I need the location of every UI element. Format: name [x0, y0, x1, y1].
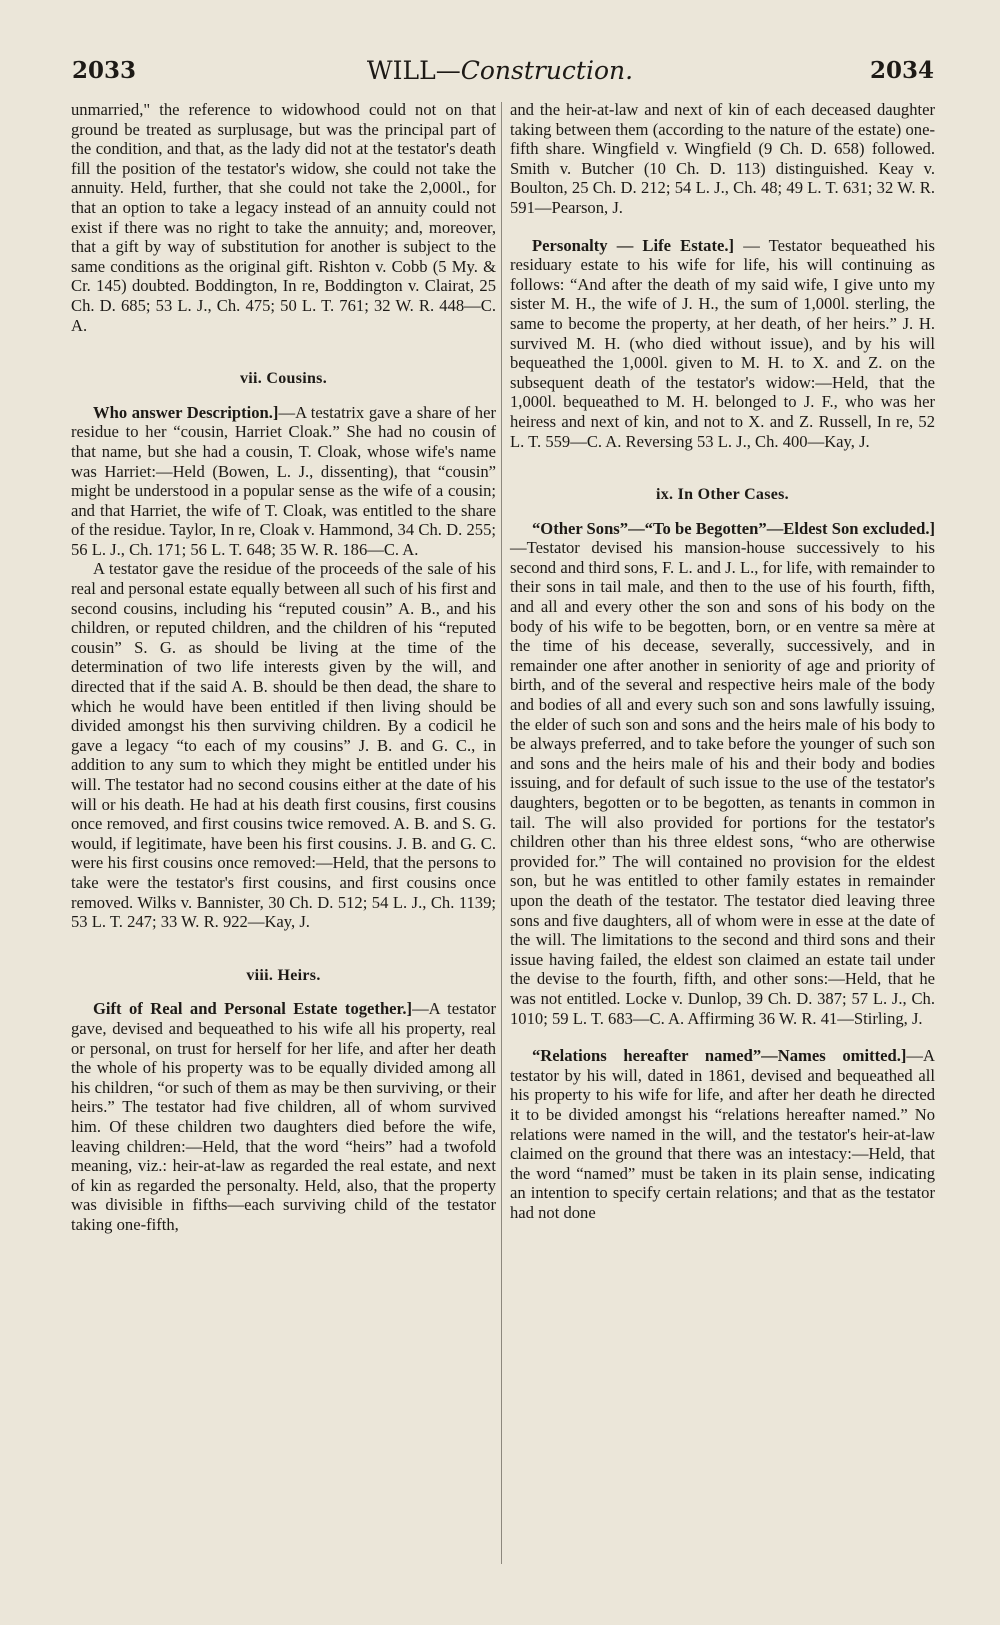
paragraph-lead: “Relations hereafter named”—Names omitted.] — [532, 1046, 907, 1066]
paragraph-other-sons — [510, 519, 935, 1028]
paragraph-relations-hereafter-named — [510, 1046, 935, 1222]
paragraph-who-answer-description — [71, 403, 496, 560]
paragraph-body: —A testatrix gave a share of her residue to her “cousin, Harriet Cloak.” She had no cousin of that name, but she had a cousin, T. Cloak, whose wife's name was Harriet:—Held (Bowen, L. J., dissenting), that “cousin” might be understood in a popular sense as the wife of a cousin; and that Harriet, the wife of T. Cloak, was entitled to the share of the residue. Taylor, In re, Cloak v. Hammond, 34 Ch. D. 255; 56 L. J., Ch. 171; 56 L. T. 648; 35 W. R. 186—C. A. — [71, 402, 496, 559]
paragraph-continued: unmarried," the reference to widowhood could not on that ground be treated as surplusage, but was the principal part of the condition, and that, as the lady did not at the testator's death fill the position of the testator's widow, she could not take the annuity. Held, further, that she could not take the 2,000l., for that an option to take a legacy instead of an annuity could not exist if there was no right to take the annuity; and, moreover, that a gift by way of substitution for another is subject to the same conditions as the original gift. Rishton v. Cobb (5 My. & Cr. 145) doubted. Boddington, In re, Boddington v. Clairat, 25 Ch. D. 685; 53 L. J., Ch. 475; 50 L. T. 761; 32 W. R. 448—C. A. — [71, 100, 496, 335]
section-heading-heirs: viii. Heirs. — [246, 966, 321, 984]
paragraph-lead: Who answer Description.] — [93, 402, 279, 422]
paragraph-body: —A testator gave, devised and bequeathed to his wife all his property, real or personal, on trust for herself for her life, and after her death the whole of his property was to be equally divided among all his children, “or such of them as may be then surviving, or their heirs.” The testator had five children, all of whom survived him. Of these children two daughters died before the wife, leaving children:—Held, that the word “heirs” had a twofold meaning, viz.: heir-at-law as regarded the real estate, and next of kin as regarded the personalty. Held, also, that the property was divisible in fifths—each surviving child of the testator taking one-fifth, — [71, 999, 496, 1234]
paragraph-gap — [510, 218, 935, 236]
left-page-number: 2033 — [72, 57, 137, 84]
left-column — [71, 100, 496, 1234]
paragraph-lead: Gift of Real and Personal Estate together.] — [93, 999, 413, 1019]
column-divider — [501, 102, 502, 1564]
running-title — [0, 56, 1000, 86]
paragraph-personalty-life-estate — [510, 236, 935, 452]
running-title-main: WILL— — [366, 56, 461, 85]
paragraph-lead: “Other Sons”—“To be Begotten”—Eldest Son excluded.] — [532, 518, 935, 538]
paragraph-continued: and the heir-at-law and next of kin of each deceased daughter taking between them (according to the nature of the estate) one-fifth share. Wingfield v. Wingfield (9 Ch. D. 658) followed. Smith v. Butcher (10 Ch. D. 113) distinguished. Keay v. Boulton, 25 Ch. D. 212; 54 L. J., Ch. 48; 49 L. T. 631; 32 W. R. 591—Pearson, J. — [510, 100, 935, 217]
paragraph-reputed-cousin: A testator gave the residue of the proceeds of the sale of his real and personal estate equally between all such of his first and second cousins, including his “reputed cousin” A. B., and his children, or reputed children, and the children of his “reputed cousin” S. G. as should be living at the time of the determination of two life interests given by the will, and directed that if the said A. B. should be then dead, the share to which he would have been entitled if then living should be divided amongst his then surviving children. By a codicil he gave a legacy “to each of my cousins” J. B. and G. C., in addition to any sum to which they might be entitled under his will. The testator had no second cousins either at the date of his will or his death. He had at his death first cousins, first cousins once removed, and first cousins twice removed. A. B. and S. G. would, if legitimate, have been his first cousins. J. B. and G. C. were his first cousins once removed:—Held, that the persons to take were the testator's first cousins, and first cousins once removed. Wilks v. Bannister, 30 Ch. D. 512; 54 L. J., Ch. 1139; 53 L. T. 247; 33 W. R. 922—Kay, J. — [71, 559, 496, 932]
paragraph-gap — [510, 1028, 935, 1046]
paragraph-gift-real-personal — [71, 999, 496, 1234]
paragraph-body: —Testator devised his mansion-house successively to his second and third sons, F. L. and J. L., for life, with remainder to their sons in tail male, and then to the use of his fourth, fifth, and all and every other the son and sons of his body on the body of his wife to be begotten, born, or en ventre sa mère at the time of his decease, severally, successively, and in remainder one after another in seniority of age and priority of birth, and of the several and respective heirs male of the body and bodies of all and every such son and sons lawfully issuing, the elder of such son and sons and the heirs male of his body to be always preferred, and to take before the younger of such son and sons and the heirs male of his and their body and bodies issuing, and for default of such issue to the use of the testator's daughters, begotten or to be begotten, as tenants in common in tail. The will also provided for portions for the testator's children other than his three eldest sons, “who are otherwise provided for.” The will contained no provision for the eldest son, but he was entitled to other family estates in remainder upon the death of the testator. The testator died leaving three sons and five daughters, all of whom were in esse at the date of the will. The limitations to the second and third sons and their issue having failed, the eldest son claimed an estate tail under the devise to the fourth, fifth, and other sons:—Held, that he was not entitled. Locke v. Dunlop, 39 Ch. D. 387; 57 L. J., Ch. 1010; 59 L. T. 683—C. A. Affirming 36 W. R. 41—Stirling, J. — [510, 538, 935, 1028]
running-title-italic: Construction. — [460, 56, 634, 85]
section-heading-cousins: vii. Cousins. — [239, 370, 328, 388]
paragraph-lead: Personalty — Life Estate.] — [532, 235, 735, 255]
right-column — [510, 100, 935, 1222]
right-page-number: 2034 — [869, 57, 934, 84]
paragraph-body: — Testator bequeathed his residuary estate to his wife for life, his will continuing as follows: “And after the death of my said wife, I give unto my sister M. H., the wife of J. H., the sum of 1,000l. sterling, the same to become the property, at her death, of her heirs.” J. H. survived M. H. (who died without issue), and by his will bequeathed the 1,000l. given to M. H. to X. and Z. on the subsequent death of the testator's widow:—Held, that the 1,000l. bequeathed to M. H. belonged to J. F., who was her heiress and next of kin, and not to X. and Z. Russell, In re, 52 L. T. 559—C. A. Reversing 53 L. J., Ch. 400—Kay, J. — [510, 235, 936, 451]
section-heading-other-cases: ix. In Other Cases. — [656, 486, 789, 504]
paragraph-body: —A testator by his will, dated in 1861, devised and bequeathed all his property to his wife for life, and after her death he directed it to be divided amongst his “relations hereafter named.” No relations were named in the will, and the testator's heir-at-law claimed on the ground that there was an intestacy:—Held, that the word “named” must be taken in its plain sense, indicating an intention to specify certain relations; and that as the testator had not done — [510, 1046, 935, 1222]
